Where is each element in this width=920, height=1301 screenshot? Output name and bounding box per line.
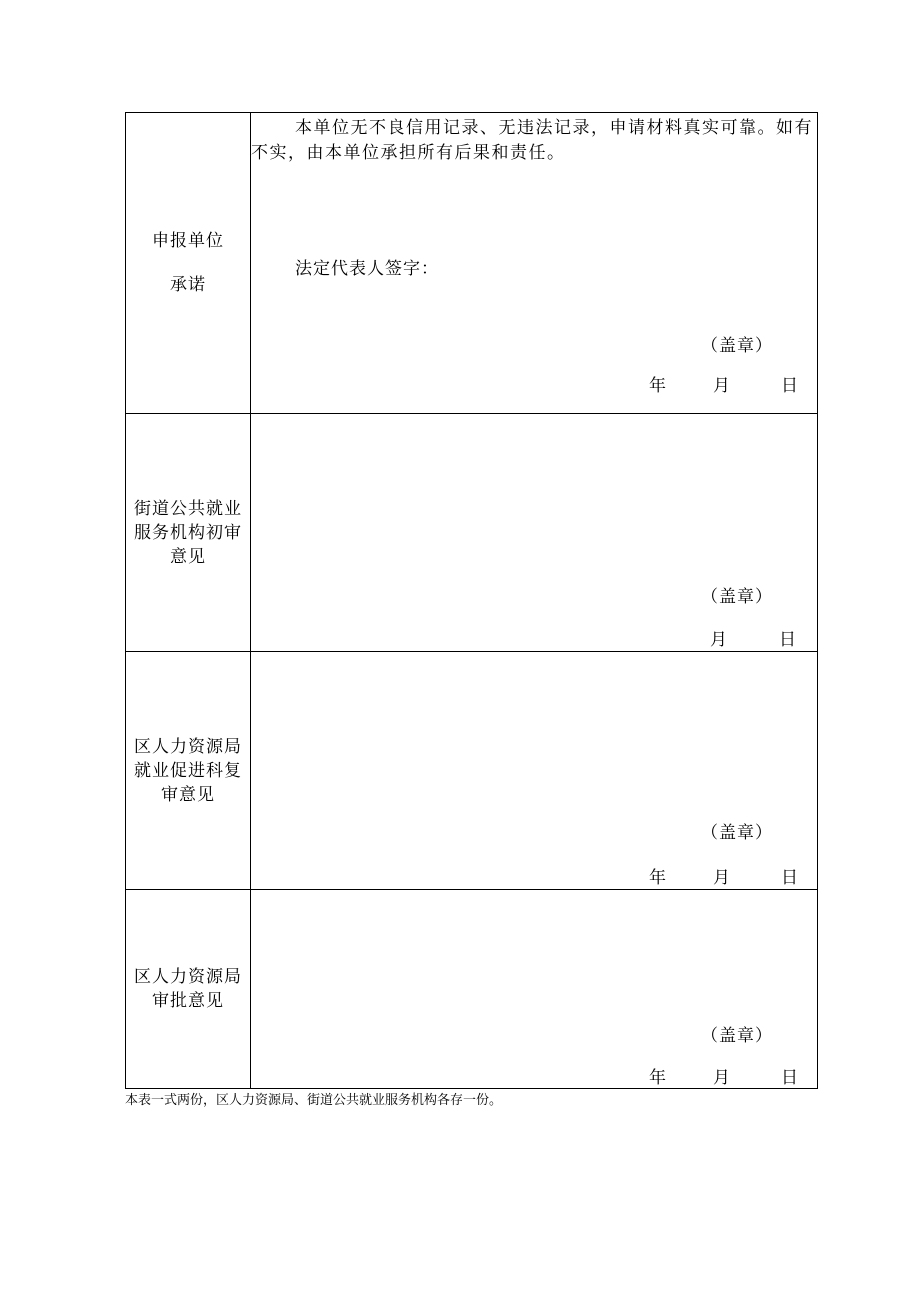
date-month-label: 月 (713, 868, 731, 887)
review-form-table (125, 112, 818, 1089)
street-office-review-label (126, 414, 251, 651)
seal-label: （盖章） (701, 336, 773, 355)
pledge-text-line: 本单位无不良信用记录、无违法记录，申请材料真实可靠。如有 (295, 118, 813, 137)
applicant-pledge-label (126, 113, 251, 413)
applicant-pledge-content (251, 113, 817, 413)
label-line: 审意见 (161, 784, 215, 804)
seal-label: （盖章） (701, 587, 773, 606)
label-line: 区人力资源局 (134, 967, 242, 986)
legal-representative-signature-label: 法定代表人签字： (295, 259, 439, 278)
pledge-text-line: 不实，由本单位承担所有后果和责任。 (251, 143, 566, 162)
date-day-label: 日 (781, 868, 799, 887)
footer-note: 本表一式两份，区人力资源局、街道公共就业服务机构各存一份。 (125, 1092, 503, 1107)
label-line: 区人力资源局 (134, 736, 242, 756)
label-line: 申报单位 (152, 231, 224, 250)
hr-bureau-approval-content (251, 890, 817, 1088)
seal-label: （盖章） (701, 823, 773, 842)
date-month-label: 月 (710, 630, 728, 649)
date-year-label: 年 (649, 376, 667, 395)
date-day-label: 日 (779, 630, 797, 649)
label-line: 承诺 (170, 275, 206, 294)
hr-bureau-approval-label (126, 890, 251, 1088)
street-office-review-content (251, 414, 817, 651)
label-line: 服务机构初审 (134, 522, 242, 542)
seal-label: （盖章） (701, 1026, 773, 1045)
date-month-label: 月 (713, 376, 731, 395)
street-office-review-row (126, 413, 817, 651)
date-day-label: 日 (781, 376, 799, 395)
hr-bureau-approval-row (126, 889, 817, 1088)
date-year-label: 年 (649, 1068, 667, 1087)
date-day-label: 日 (781, 1068, 799, 1087)
date-month-label: 月 (713, 1068, 731, 1087)
employment-section-review-label (126, 652, 251, 889)
applicant-pledge-row (126, 113, 817, 413)
employment-section-review-content (251, 652, 817, 889)
label-line: 审批意见 (152, 991, 224, 1010)
label-line: 意见 (170, 546, 206, 566)
employment-section-review-row (126, 651, 817, 889)
date-year-label: 年 (649, 868, 667, 887)
label-line: 就业促进科复 (134, 760, 242, 780)
label-line: 街道公共就业 (134, 498, 242, 518)
